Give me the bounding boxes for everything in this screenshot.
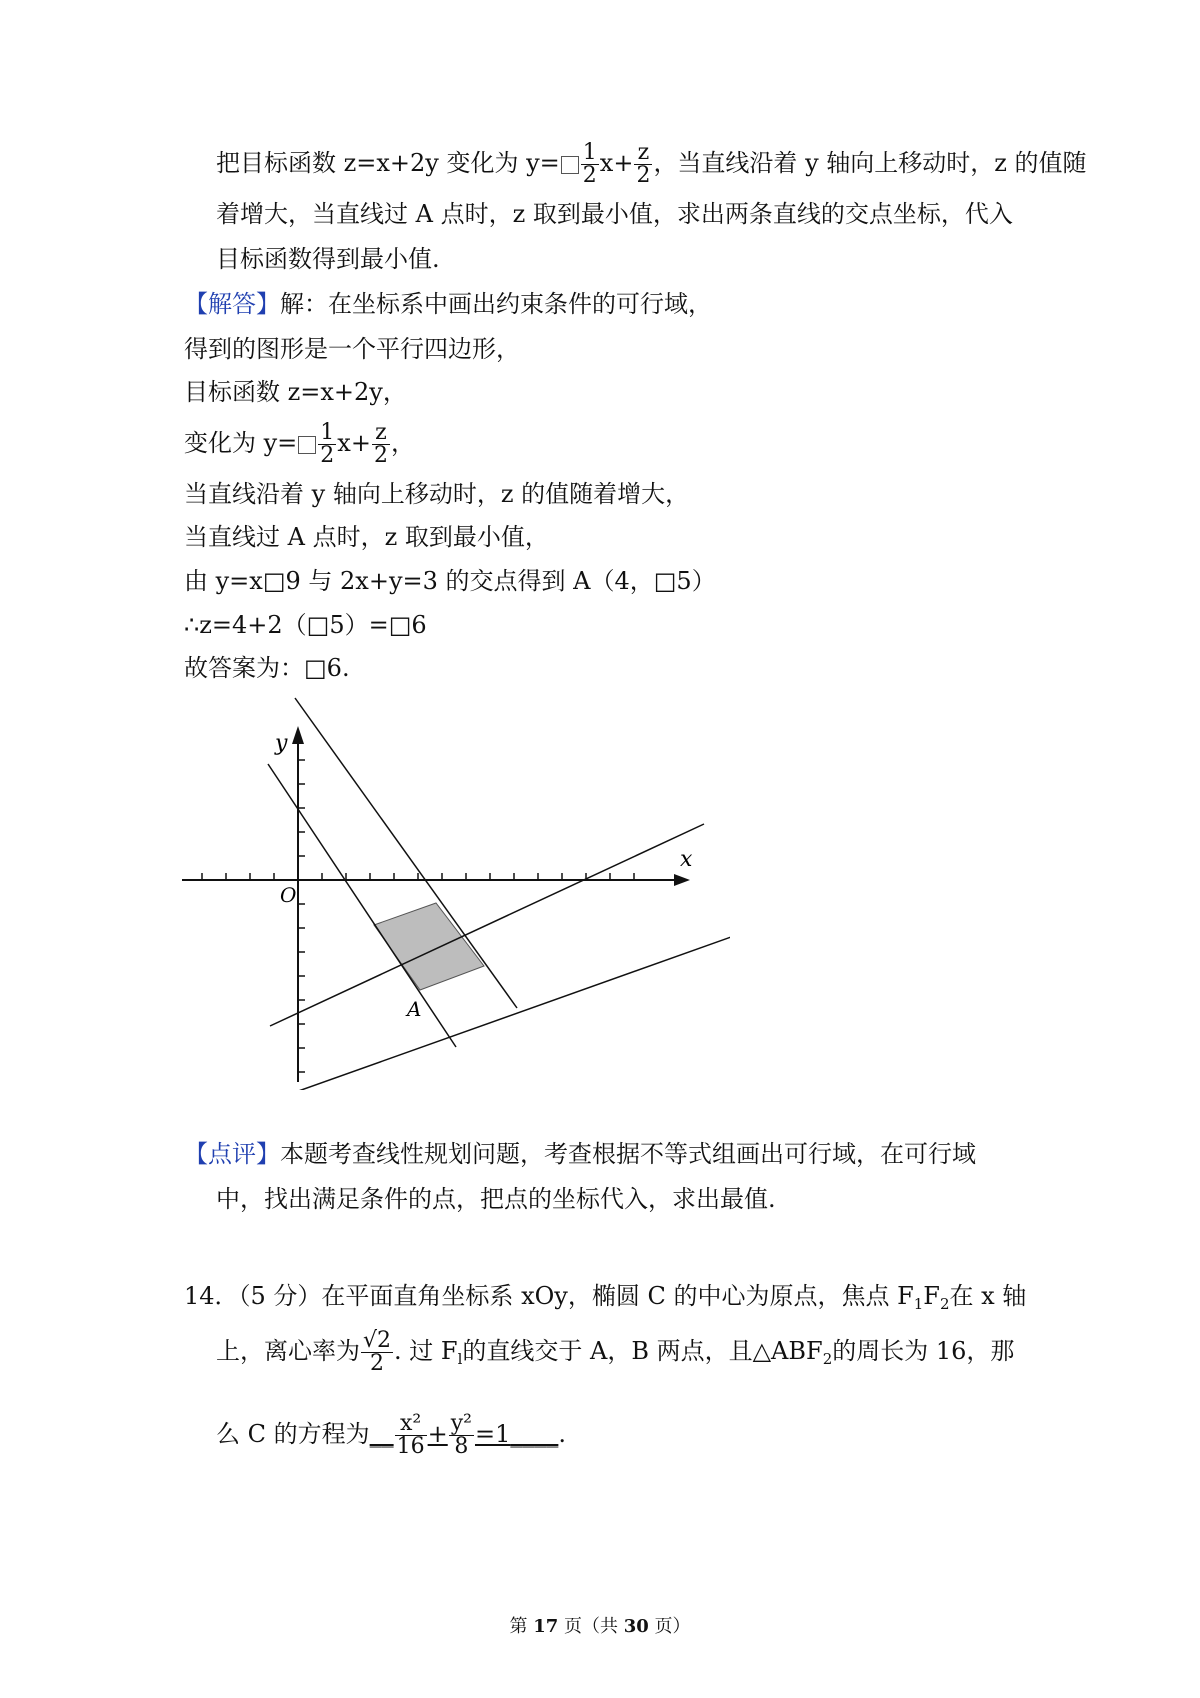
solution-line-5: 当直线沿着 y 轴向上移动时，z 的值随着增大， (184, 480, 690, 508)
missing-glyph-icon (298, 436, 316, 454)
solution-tag: 【解答】 (184, 290, 280, 318)
origin-label: O (280, 883, 297, 907)
analysis-line-2: 着增大，当直线过 A 点时，z 取到最小值，求出两条直线的交点坐标，代入 (216, 200, 1013, 228)
page-number: 17 (533, 1616, 559, 1637)
total-pages: 30 (623, 1616, 649, 1637)
feasible-region (374, 903, 484, 990)
answer-blank: __ $\frac{\text{x²}}{16}$ + $\frac{\text{y²}}{8}$ =1____ (369, 1411, 559, 1459)
fraction-z-half: $\frac{z}{2}$ (373, 420, 388, 468)
y-axis-label: y (275, 731, 288, 756)
solution-line-6: 当直线过 A 点时，z 取到最小值， (184, 523, 549, 551)
solution-line-3: 目标函数 z=x+2y， (184, 378, 407, 406)
solution-line-8: ∴z=4+2（□5）=□6 (184, 611, 427, 639)
answer-fraction-y: $\frac{\text{y²}}{8}$ (450, 1411, 472, 1459)
x-axis-ticks (202, 873, 634, 880)
question-14-line-1: 14．（5 分）在平面直角坐标系 xOy，椭圆 C 的中心为原点，焦点 $F_1F_2$在 x 轴 (184, 1282, 1027, 1313)
question-14-line-3: 么 C 的方程为__ $\frac{\text{x²}}{16}$ + $\frac{\text{y²}}{8}$ =1____. (216, 1411, 567, 1459)
fraction-one-half: $\frac{1}{2}$ (320, 420, 335, 468)
y-axis-ticks (298, 760, 305, 1072)
answer-fraction-x: $\frac{\text{x²}}{16}$ (396, 1411, 425, 1459)
review-tag: 【点评】 (184, 1140, 280, 1168)
eccentricity-fraction: $\frac{√2}{2}$ (363, 1328, 392, 1376)
fraction-z-half: $\frac{z}{2}$ (636, 140, 651, 188)
solution-line-7: 由 y=x□9 与 2x+y=3 的交点得到 A（4，□5） (184, 567, 716, 595)
page-footer: 第 17 页（共 30 页） (509, 1616, 691, 1637)
y-axis-arrow-icon (292, 726, 304, 744)
fraction-one-half: $\frac{1}{2}$ (582, 140, 597, 188)
solution-line-4: 变化为 y= $\frac{1}{2}$ x+ $\frac{z}{2}$ ， (184, 420, 415, 468)
missing-glyph-icon (561, 156, 579, 174)
question-14-line-2: 上，离心率为 $\frac{√2}{2}$ . 过 $F_l$的直线交于 A，B 两点，且$\triangle ABF_2$的周长为 16，那 (216, 1328, 1015, 1376)
solution-line-9: 故答案为：□6. (184, 654, 350, 682)
review-line-1: 【点评】本题考查线性规划问题，考查根据不等式组画出可行域，在可行域 (184, 1140, 976, 1168)
x-axis-arrow-icon (674, 874, 690, 886)
analysis-line-3: 目标函数得到最小值. (216, 245, 440, 273)
solution-line-2: 得到的图形是一个平行四边形， (184, 335, 520, 363)
solution-line-1: 【解答】解：在坐标系中画出约束条件的可行域， (184, 290, 712, 318)
feasible-region-figure (170, 690, 730, 1090)
review-line-2: 中，找出满足条件的点，把点的坐标代入，求出最值. (216, 1185, 776, 1213)
analysis-line-1: 把目标函数 z=x+2y 变化为 y= $\frac{1}{2}$ x+ $\frac{z}{2}$ ，当直线沿着 y 轴向上移动时，z 的值随 (216, 140, 1087, 188)
constraint-line-shallow-lower (276, 926, 730, 1090)
point-a-label: A (407, 997, 422, 1021)
constraint-line-shallow-upper (270, 824, 704, 1026)
x-axis-label: x (680, 847, 693, 872)
